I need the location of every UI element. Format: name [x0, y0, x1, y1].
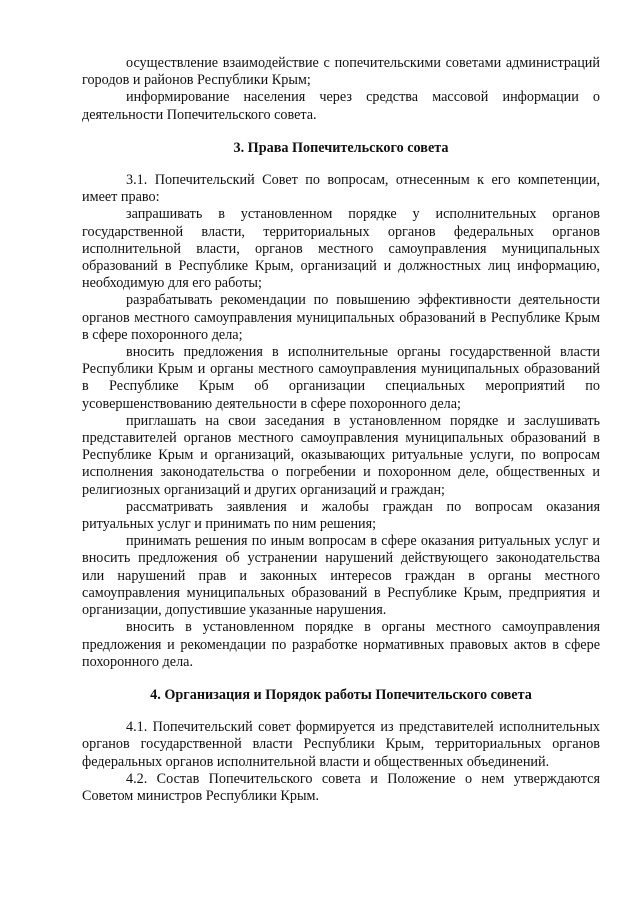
section3-item: разрабатывать рекомендации по повышению эффективности деятельности органов местного самоуправления муниципальных образований в Республике Крым в сфере похоронного дела;: [82, 292, 600, 343]
section3-lead: 3.1. Попечительский Совет по вопросам, отнесенным к его компетенции, имеет право:: [82, 172, 600, 206]
section3-heading: 3. Права Попечительского совета: [233, 139, 449, 156]
section3-item: принимать решения по иным вопросам в сфере оказания ритуальных услуг и вносить предложения об устранении нарушений действующего законодательства или нарушений прав и законных интересов граждан в органы местного самоуправления муниципальных образований в Республике Крым, предприятия и организации, допустившие указанные нарушения.: [82, 533, 600, 619]
document-page: [82, 55, 600, 805]
section3-item: рассматривать заявления и жалобы граждан по вопросам оказания ритуальных услуг и принимать по ним решения;: [82, 498, 600, 533]
section3-item: приглашать на свои заседания в установленном порядке и заслушивать представителей органов местного самоуправления муниципальных образований в Республике Крым и организаций, оказывающих ритуальные услуги, по вопросам исполнения законодательства о погребении и похоронном деле, общественных и религиозных организаций и других организаций и граждан;: [82, 412, 600, 498]
intro-item: осуществление взаимодействие с попечительскими советами администраций городов и районов Республики Крым;: [82, 55, 600, 89]
intro-item: информирование населения через средства массовой информации о деятельности Попечительского совета.: [82, 89, 600, 123]
section4-item: 4.1. Попечительский совет формируется из представителей исполнительных органов государственной власти Республики Крым, территориальных органов федеральных органов исполнительной власти и общественных объединений.: [82, 719, 600, 770]
section4-item: 4.2. Состав Попечительского совета и Положение о нем утверждаются Советом министров Республики Крым.: [82, 770, 600, 804]
section3-item: вносить предложения в исполнительные органы государственной власти Республики Крым и органы местного самоуправления муниципальных образований в Республике Крым об организации специальных мероприятий по усовершенствованию деятельности в сфере похоронного дела;: [82, 344, 600, 412]
section3-item: запрашивать в установленном порядке у исполнительных органов государственной власти, территориальных органов федеральных органов исполнительной власти, органов местного самоуправления муниципальных образований в Республике Крым, организаций и должностных лиц информацию, необходимую для его работы;: [82, 206, 600, 292]
section4-heading: 4. Организация и Порядок работы Попечительского совета: [150, 686, 532, 703]
section3-item: вносить в установленном порядке в органы местного самоуправления предложения и рекомендации по разработке нормативных правовых актов в сфере похоронного дела.: [82, 619, 600, 670]
